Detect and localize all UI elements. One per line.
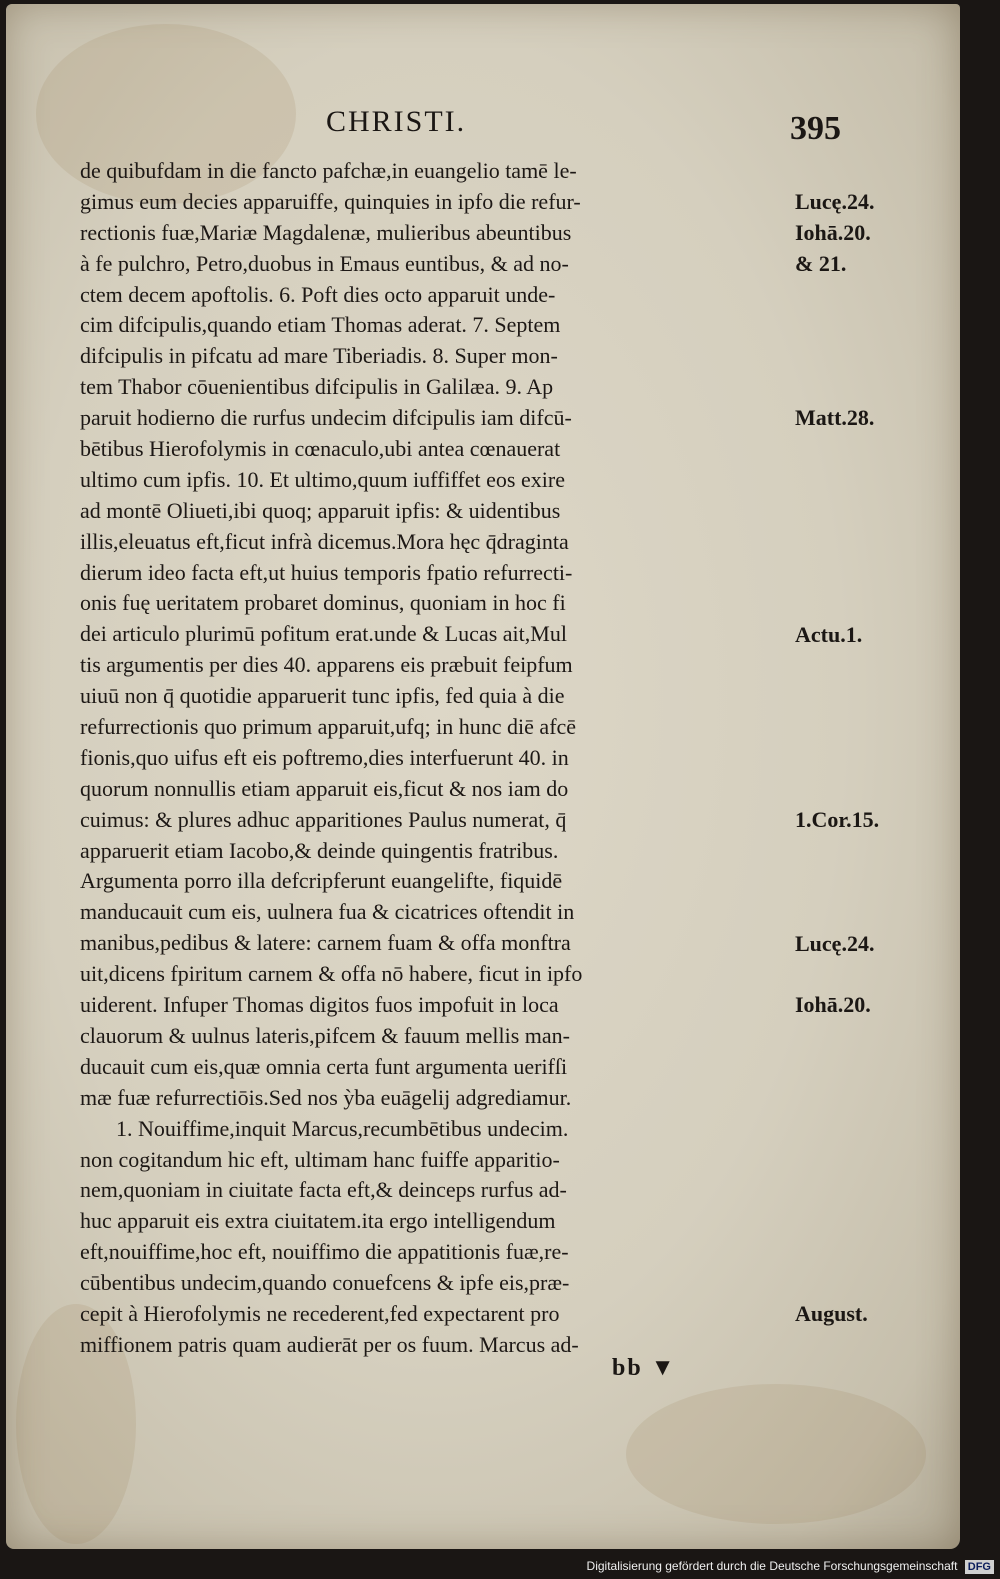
body-text xyxy=(80,156,792,1361)
text-line: onis fuę ueritatem probaret dominus, quoniam in hoc fi xyxy=(80,590,566,616)
text-line: tis argumentis per dies 40. apparens eis præbuit feipfum xyxy=(80,652,573,678)
text-line: bētibus Hierofolymis in cœnaculo,ubi antea cœnauerat xyxy=(80,436,561,462)
text-line: ducauit cum eis,quæ omnia certa funt argumenta uerifſi xyxy=(80,1053,568,1079)
marginal-note: Iohā.20. xyxy=(795,992,871,1018)
text-line: tem Thabor cōuenientibus difcipulis in Galilæa. 9. Ap xyxy=(80,374,554,400)
running-header: CHRISTI. xyxy=(326,105,467,138)
funding-credit: Digitalisierung gefördert durch die Deutsche Forschungsgemeinschaft xyxy=(586,1559,958,1573)
text-line: 1. Nouiffime,inquit Marcus,recumbētibus undecim. xyxy=(116,1115,569,1141)
text-line: uiuū non q̄ quotidie apparuerit tunc ipfis, fed quia à die xyxy=(80,683,565,709)
marginal-note: August. xyxy=(795,1301,868,1327)
text-line: ctem decem apoftolis. 6. Poft dies octo apparuit unde- xyxy=(80,281,556,307)
text-line: cūbentibus undecim,quando conuefcens & ipfe eis,præ- xyxy=(80,1270,570,1296)
text-line: eft,nouiffime,hoc eft, nouiffimo die appatitionis fuæ,re- xyxy=(80,1239,569,1265)
marginal-note: Actu.1. xyxy=(795,621,863,647)
text-line: difcipulis in pifcatu ad mare Tiberiadis. 8. Super mon- xyxy=(80,343,558,369)
text-line: rectionis fuæ,Mariæ Magdalenæ, mulieribus abeuntibus xyxy=(80,219,572,245)
text-line: cim difcipulis,quando etiam Thomas aderat. 7. Septem xyxy=(80,312,561,338)
text-line: non cogitandum hic eft, ultimam hanc fuiffe apparitio- xyxy=(80,1146,560,1172)
text-line: gimus eum decies apparuiffe, quinquies in ipfo die refur- xyxy=(80,188,581,214)
marginal-note: Iohā.20. xyxy=(795,219,871,245)
text-line: clauorum & uulnus lateris,pifcem & fauum mellis man- xyxy=(80,1022,570,1048)
text-line: apparuerit etiam Iacobo,& deinde quingentis fratribus. xyxy=(80,837,559,863)
text-line: miffionem patris quam audierāt per os fuum. Marcus ad- xyxy=(80,1331,579,1357)
text-line: cepit à Hierofolymis ne recederent,fed expectarent pro xyxy=(80,1300,560,1326)
page-number: 395 xyxy=(790,110,841,147)
text-line: quorum nonnullis etiam apparuit eis,ficut & nos iam do xyxy=(80,775,569,801)
text-line: nem,quoniam in ciuitate facta eft,& deinceps rurfus ad- xyxy=(80,1177,567,1203)
marginal-note: Lucę.24. xyxy=(795,930,875,956)
paper-stain xyxy=(626,1384,926,1524)
text-line: de quibufdam in die fancto pafchæ,in euangelio tamē le- xyxy=(80,158,577,183)
marginal-note: 1.Cor.15. xyxy=(795,806,880,832)
marginal-note: Matt.28. xyxy=(795,405,875,431)
text-line: refurrectionis quo primum apparuit,ufq; in hunc diē afcē xyxy=(80,714,577,740)
text-line: huc apparuit eis extra ciuitatem.ita ergo intelligendum xyxy=(80,1208,556,1234)
marginal-note: & 21. xyxy=(795,250,847,276)
text-line: paruit hodierno die rurfus undecim difcipulis iam difcū- xyxy=(80,405,572,431)
text-line: ad montē Oliueti,ibi quoq; apparuit ipfis: & uidentibus xyxy=(80,497,561,523)
text-line: Argumenta porro illa defcripferunt euangelifte, fiquidē xyxy=(80,868,563,894)
text-line: uit,dicens fpiritum carnem & offa nō habere, ficut in ipfo xyxy=(80,961,583,987)
text-line: cuimus: & plures adhuc apparitiones Paulus numerat, q̄ xyxy=(80,806,567,832)
marginal-note: Lucę.24. xyxy=(795,188,875,214)
text-line: dei articulo plurimū pofitum erat.unde & Lucas ait,Mul xyxy=(80,621,567,647)
text-line: mæ fuæ refurrectiōis.Sed nos ỳba euāgelij adgrediamur. xyxy=(80,1084,572,1110)
dfg-logo: DFG xyxy=(965,1560,994,1574)
text-line: fionis,quo uifus eft eis poftremo,dies interfuerunt 40. in xyxy=(80,744,569,770)
digitization-footer xyxy=(587,1557,994,1575)
text-line: dierum ideo facta eft,ut huius temporis fpatio refurrecti- xyxy=(80,559,573,585)
text-line: illis,eleuatus eft,ficut infrà dicemus.Mora hęc q̄draginta xyxy=(80,528,569,554)
signature-mark: bb ▼ xyxy=(612,1355,677,1381)
text-line: manducauit cum eis, uulnera fua & cicatrices oftendit in xyxy=(80,899,575,925)
text-line: à fe pulchro, Petro,duobus in Emaus euntibus, & ad no- xyxy=(80,250,569,276)
text-line: uiderent. Infuper Thomas digitos fuos impofuit in loca xyxy=(80,992,559,1018)
text-line: ultimo cum ipfis. 10. Et ultimo,quum iuffiffet eos exire xyxy=(80,466,565,492)
text-line: manibus,pedibus & latere: carnem fuam & offa monftra xyxy=(80,930,571,956)
